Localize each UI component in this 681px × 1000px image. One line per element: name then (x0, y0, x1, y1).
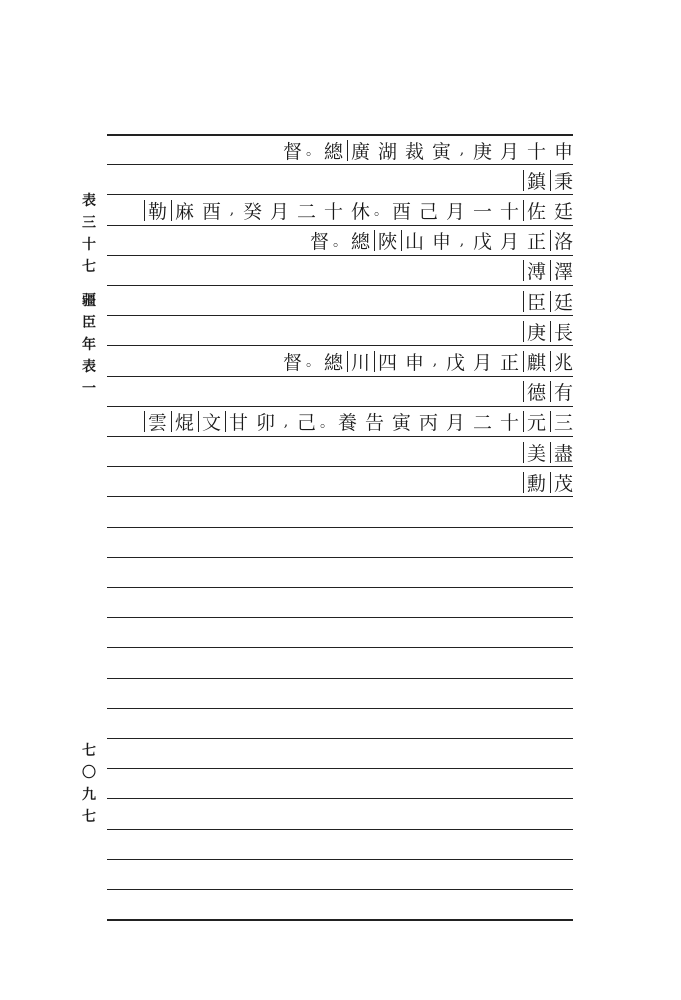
name-cell: 茂 (550, 469, 577, 496)
text-cell: 湖 (377, 140, 397, 163)
text-cell: 寅 (431, 140, 451, 163)
table-rule (107, 859, 573, 860)
name-cell: 甘 (225, 408, 252, 435)
table-row (279, 135, 577, 165)
table-title-glyph: 年 (82, 337, 96, 353)
table-row (144, 195, 577, 225)
text-cell: 月 (499, 231, 519, 254)
name-cell: 山 (401, 227, 428, 254)
table-title-glyph: 一 (82, 381, 96, 397)
name-cell: 臣 (523, 288, 550, 315)
name-cell: 勳 (523, 469, 550, 496)
table-row (523, 377, 577, 407)
name-cell: 勒 (144, 197, 171, 224)
name-cell: 有 (550, 378, 577, 405)
name-cell: 雲 (144, 408, 171, 435)
table-row (144, 407, 577, 437)
text-cell: 十 (499, 412, 519, 435)
table-rule (107, 708, 573, 709)
name-cell: 洛 (550, 227, 577, 254)
text-cell: 十 (323, 200, 343, 223)
name-cell: 秉 (550, 167, 577, 194)
text-cell: 總 (350, 231, 370, 254)
text-cell: 申 (553, 140, 573, 163)
name-cell: 盡 (550, 439, 577, 466)
text-cell: 癸 (242, 200, 262, 223)
text-cell: 。 (306, 354, 320, 371)
table-row (306, 226, 577, 256)
table-rule (107, 285, 573, 286)
text-cell: 正 (499, 351, 519, 374)
table-rule (107, 919, 573, 921)
table-title-glyph: 臣 (82, 315, 96, 331)
page-number-glyph: 七 (82, 809, 96, 825)
name-cell: 四 (374, 348, 401, 375)
table-row (523, 316, 577, 346)
table-rule (107, 587, 573, 588)
text-cell: 月 (445, 412, 465, 435)
text-cell: 養 (337, 412, 357, 435)
name-cell: 澤 (550, 257, 577, 284)
text-cell: 己 (296, 412, 316, 435)
text-cell: 申 (431, 231, 451, 254)
name-cell: 佐 (523, 197, 550, 224)
name-cell: 文 (198, 408, 225, 435)
table-row (279, 346, 577, 376)
table-rule (107, 889, 573, 890)
table-title-glyph: 疆 (82, 293, 96, 309)
table-title (82, 290, 96, 400)
table-rule (107, 678, 573, 679)
name-cell: 長 (550, 318, 577, 345)
text-cell: , (229, 202, 235, 219)
table-rule (107, 798, 573, 799)
text-cell: 總 (323, 351, 343, 374)
table-rule (107, 557, 573, 558)
text-cell: 。 (374, 203, 388, 220)
page-number (82, 740, 96, 828)
text-cell: 二 (296, 200, 316, 223)
text-cell: 寅 (391, 412, 411, 435)
text-cell: 督 (282, 351, 302, 374)
text-cell: 月 (445, 200, 465, 223)
text-cell: 裁 (404, 140, 424, 163)
table-number-glyph: 表 (82, 193, 96, 209)
text-cell: 丙 (418, 412, 438, 435)
name-cell: 川 (347, 348, 374, 375)
name-cell: 廷 (550, 288, 577, 315)
page-number-glyph: 〇 (82, 765, 96, 781)
name-cell: 德 (523, 378, 550, 405)
name-cell: 麻 (171, 197, 198, 224)
table-rule (107, 647, 573, 648)
table-row (523, 467, 577, 497)
text-cell: 。 (320, 414, 334, 431)
text-cell: 正 (526, 231, 546, 254)
table-rule (107, 829, 573, 830)
text-cell: 卯 (255, 412, 275, 435)
table-rule (107, 768, 573, 769)
text-cell: 月 (499, 140, 519, 163)
table-title-glyph: 表 (82, 359, 96, 375)
table-number (82, 190, 96, 278)
text-cell: 督 (282, 140, 302, 163)
name-cell: 焜 (171, 408, 198, 435)
text-cell: 二 (472, 412, 492, 435)
table-rule (107, 617, 573, 618)
text-cell: 總 (323, 140, 343, 163)
table-row (523, 165, 577, 195)
text-cell: 申 (404, 351, 424, 374)
name-cell: 美 (523, 439, 550, 466)
text-cell: 廷 (553, 200, 573, 223)
margin-running-head (78, 190, 100, 400)
name-cell: 廣 (347, 137, 374, 164)
name-cell: 鎮 (523, 167, 550, 194)
text-cell: , (459, 232, 465, 249)
name-cell: 庚 (523, 318, 550, 345)
table-row (523, 286, 577, 316)
page-number-glyph: 九 (82, 787, 96, 803)
name-cell: 元 (523, 408, 550, 435)
text-cell: 告 (364, 412, 384, 435)
text-cell: 己 (418, 200, 438, 223)
text-cell: 督 (309, 231, 329, 254)
table-rule (107, 496, 573, 497)
table-row (523, 256, 577, 286)
table-rule (107, 527, 573, 528)
text-cell: 。 (333, 233, 347, 250)
text-cell: 月 (269, 200, 289, 223)
table-row (523, 437, 577, 467)
name-cell: 麒 (523, 348, 550, 375)
name-cell: 三 (550, 408, 577, 435)
table-number-glyph: 三 (82, 215, 96, 231)
text-cell: 十 (526, 140, 546, 163)
name-cell: 陜 (374, 227, 401, 254)
name-cell: 兆 (550, 348, 577, 375)
table-rule (107, 315, 573, 316)
text-cell: 。 (306, 143, 320, 159)
text-cell: 月 (472, 351, 492, 374)
text-cell: 十 (499, 200, 519, 223)
table-rule (107, 738, 573, 739)
text-cell: 酉 (201, 200, 221, 223)
margin-page-number (78, 740, 100, 828)
text-cell: , (283, 413, 289, 430)
table-rule (107, 466, 573, 467)
name-cell: 溥 (523, 257, 550, 284)
page-number-glyph: 七 (82, 743, 96, 759)
text-cell: 戊 (472, 231, 492, 254)
text-cell: 戊 (445, 351, 465, 374)
text-cell: , (459, 142, 465, 158)
table-number-glyph: 十 (82, 237, 96, 253)
text-cell: 庚 (472, 140, 492, 163)
text-cell: 一 (472, 200, 492, 223)
table-number-glyph: 七 (82, 259, 96, 275)
text-cell: 酉 (391, 200, 411, 223)
text-cell: , (432, 353, 438, 370)
text-cell: 休 (350, 200, 370, 223)
